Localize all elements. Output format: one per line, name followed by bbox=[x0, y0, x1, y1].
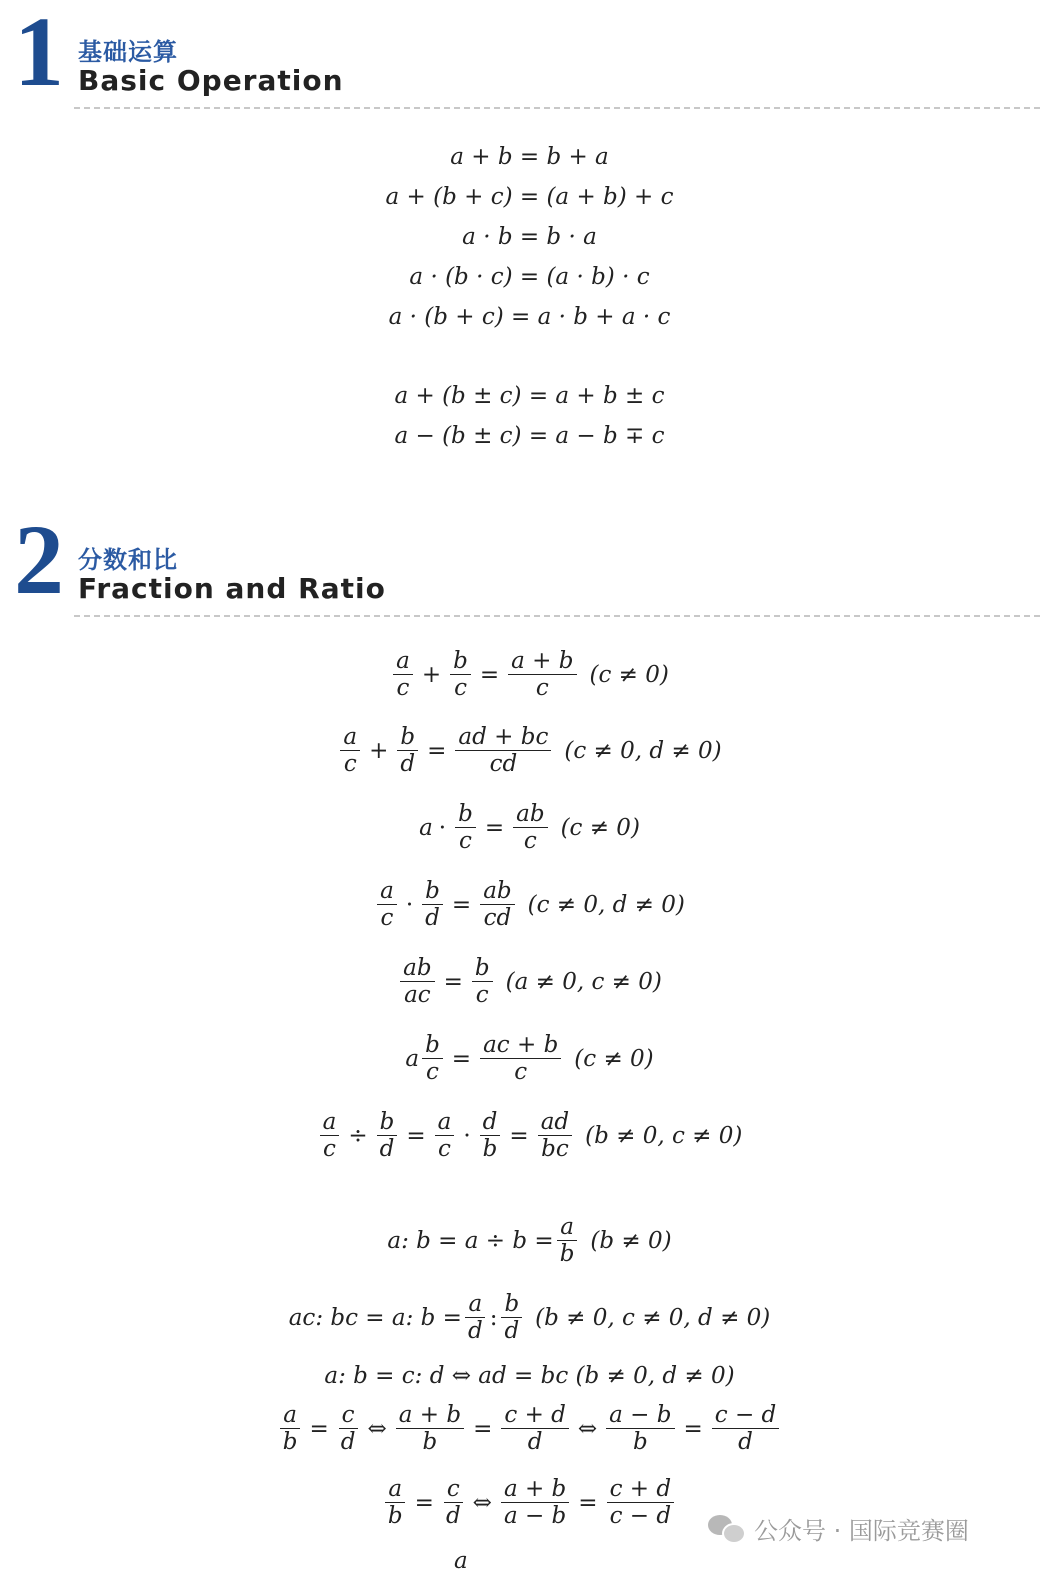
formula-partial-next: a bbox=[454, 1548, 468, 1574]
formula-associative-add: a + (b + c) = (a + b) + c bbox=[385, 184, 674, 210]
section-title-zh: 分数和比 bbox=[78, 546, 178, 574]
formula-frac-same-denominator: a c + $\frac{b}{c}$ = $\frac{a + b}{c}$ (c ≠ 0) bbox=[0, 648, 1059, 701]
condition: (a ≠ 0, c ≠ 0) bbox=[505, 968, 662, 995]
formula-frac-divide: $\frac{a}{c}$ ÷ $\frac{b}{d}$ = $\frac{a}{c}$ · $\frac{d}{b}$ = $\frac{ad}{bc}$ (b ≠ 0, c ≠ 0) bbox=[0, 1109, 1059, 1162]
formula-frac-reduce: $\frac{ab}{ac}$ = $\frac{b}{c}$ (a ≠ 0, c ≠ 0) bbox=[0, 955, 1059, 1008]
formula-commutative-mul: a · b = b · a bbox=[462, 224, 597, 250]
condition: (b ≠ 0, c ≠ 0, d ≠ 0) bbox=[535, 1304, 771, 1331]
formula-proportion: a: b = c: d ⇔ ad = bc (b ≠ 0, d ≠ 0) bbox=[324, 1363, 735, 1389]
condition: (b ≠ 0, c ≠ 0) bbox=[585, 1122, 743, 1149]
formula-frac-multiply: a c · $\frac{b}{d}$ = $\frac{ab}{cd}$ (c ≠ 0, d ≠ 0) bbox=[0, 878, 1059, 931]
section-header-basic-operation bbox=[0, 0, 1059, 110]
formula-mixed-number: a $\frac{b}{c}$ = $\frac{ac + b}{c}$ (c ≠ 0) bbox=[405, 1032, 654, 1085]
formula-ratio-division: a: b = a ÷ b = $\frac{a}{b}$ (b ≠ 0) bbox=[387, 1214, 672, 1267]
formula-commutative-add: a + b = b + a bbox=[450, 144, 609, 170]
formula-plus-paren: a + (b ± c) = a + b ± c bbox=[394, 383, 665, 409]
section-number: 2 bbox=[14, 504, 64, 615]
formula-proportion-sum-diff: $\frac{a}{b}$ = $\frac{c}{d}$ ⇔ $\frac{a + b}{b}$ = $\frac{c + d}{d}$ ⇔ $\frac{a - b}{b}$ = $\frac{c - d}{d}$ bbox=[0, 1402, 1059, 1455]
formula-scalar-times-frac: a · $\frac{b}{c}$ = $\frac{ab}{c}$ (c ≠ 0) bbox=[419, 801, 640, 854]
formula-frac-add-different: a c + $\frac{b}{d}$ = $\frac{ad + bc}{cd}$ (c ≠ 0, d ≠ 0) bbox=[0, 724, 1059, 777]
watermark bbox=[708, 1508, 969, 1548]
condition: (c ≠ 0, d ≠ 0) bbox=[564, 737, 722, 764]
formula-ratio-scale: ac: bc = a: b = $\frac{a}{d}$ : b d (b ≠ 0, c ≠ 0, d ≠ 0) bbox=[288, 1291, 771, 1344]
section-title-zh: 基础运算 bbox=[78, 38, 178, 66]
formula-distributive: a · (b + c) = a · b + a · c bbox=[388, 304, 671, 330]
condition: (b ≠ 0) bbox=[590, 1227, 672, 1254]
wechat-icon bbox=[708, 1513, 744, 1543]
condition: (c ≠ 0, d ≠ 0) bbox=[527, 891, 685, 918]
dashed-divider bbox=[74, 615, 1040, 617]
section-title-en: Basic Operation bbox=[78, 64, 344, 97]
section-title-en: Fraction and Ratio bbox=[78, 572, 386, 605]
condition: (c ≠ 0) bbox=[560, 814, 640, 841]
formula-minus-paren: a − (b ± c) = a − b ∓ c bbox=[394, 423, 665, 449]
section-header-fraction-ratio bbox=[0, 504, 1059, 618]
watermark-text: 公众号 · 国际竞赛圈 bbox=[754, 1516, 969, 1545]
formula-proportion-combined: $\frac{a}{b}$ = $\frac{c}{d}$ ⇔ $\frac{a + b}{a - b}$ = $\frac{c + d}{c - d}$ bbox=[0, 1476, 1059, 1529]
condition: (c ≠ 0) bbox=[574, 1045, 654, 1072]
formula-associative-mul: a · (b · c) = (a · b) · c bbox=[409, 264, 650, 290]
dashed-divider bbox=[74, 107, 1040, 109]
condition: (c ≠ 0) bbox=[589, 661, 669, 688]
section-number: 1 bbox=[14, 0, 64, 107]
